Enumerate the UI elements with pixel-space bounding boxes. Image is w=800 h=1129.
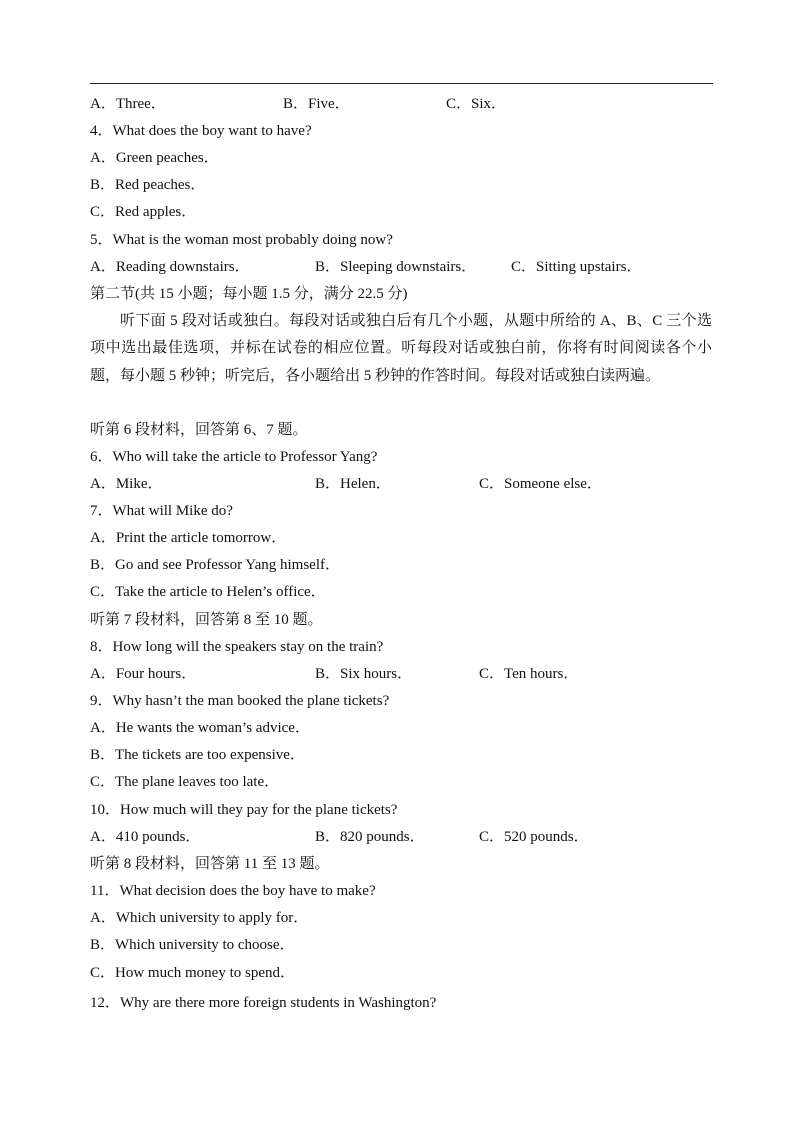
q7-option-b: B．Go and see Professor Yang himself． — [90, 557, 340, 573]
q10-option-b: B．820 pounds． — [315, 829, 425, 845]
material-8-note: 听第 8 段材料，回答第 11 至 13 题。 — [90, 856, 330, 872]
q7-question: 7．What will Mike do? — [90, 503, 233, 519]
q6-option-a: A．Mike． — [90, 476, 163, 492]
q7-option-a: A．Print the article tomorrow． — [90, 530, 287, 546]
q4-option-c: C．Red apples． — [90, 204, 197, 220]
q6-option-b: B．Helen． — [315, 476, 391, 492]
q3-option-c: C．Six． — [446, 96, 507, 112]
q9-option-b: B．The tickets are too expensive． — [90, 747, 305, 763]
q4-option-a: A．Green peaches． — [90, 150, 219, 166]
q8-option-a: A．Four hours． — [90, 666, 197, 682]
section2-heading: 第二节(共 15 小题；每小题 1.5 分，满分 22.5 分) — [90, 286, 408, 302]
q5-option-b: B．Sleeping downstairs． — [315, 259, 477, 275]
q11-option-a: A．Which university to apply for． — [90, 910, 309, 926]
q3-option-a: A．Three． — [90, 96, 166, 112]
q8-question: 8．How long will the speakers stay on the train? — [90, 639, 384, 655]
header-rule — [90, 83, 713, 84]
material-6-note: 听第 6 段材料，回答第 6、7 题。 — [90, 422, 308, 438]
q9-question: 9．Why hasn’t the man booked the plane tickets? — [90, 693, 390, 709]
q5-option-a: A．Reading downstairs． — [90, 259, 250, 275]
q10-option-a: A．410 pounds． — [90, 829, 201, 845]
q4-question: 4．What does the boy want to have? — [90, 123, 312, 139]
q9-option-a: A．He wants the woman’s advice． — [90, 720, 310, 736]
q8-option-b: B．Six hours． — [315, 666, 413, 682]
q7-option-c: C．Take the article to Helen’s office． — [90, 584, 326, 600]
q5-question: 5．What is the woman most probably doing now? — [90, 232, 393, 248]
q6-option-c: C．Someone else． — [479, 476, 602, 492]
q11-option-b: B．Which university to choose． — [90, 937, 295, 953]
q10-question: 10．How much will they pay for the plane tickets? — [90, 802, 398, 818]
q10-option-c: C．520 pounds． — [479, 829, 589, 845]
q11-option-c: C．How much money to spend． — [90, 965, 295, 981]
q12-question: 12．Why are there more foreign students in Washington? — [90, 995, 437, 1011]
q3-option-b: B．Five． — [283, 96, 350, 112]
section2-instructions: 听下面 5 段对话或独白。每段对话或独白后有几个小题，从题中所给的 A、B、C 三个选项中选出最佳选项，并标在试卷的相应位置。听每段对话或独白前，你将有时间阅读各个小题，每小题 5 秒钟；听完后，各小题给出 5 秒钟的作答时间。每段对话或独白读两遍。 — [90, 313, 712, 384]
q4-option-b: B．Red peaches． — [90, 177, 206, 193]
q5-option-c: C．Sitting upstairs． — [511, 259, 642, 275]
q11-question: 11．What decision does the boy have to make? — [90, 883, 376, 899]
q8-option-c: C．Ten hours． — [479, 666, 579, 682]
q6-question: 6．Who will take the article to Professor Yang? — [90, 449, 378, 465]
q9-option-c: C．The plane leaves too late． — [90, 774, 280, 790]
material-7-note: 听第 7 段材料，回答第 8 至 10 题。 — [90, 612, 323, 628]
